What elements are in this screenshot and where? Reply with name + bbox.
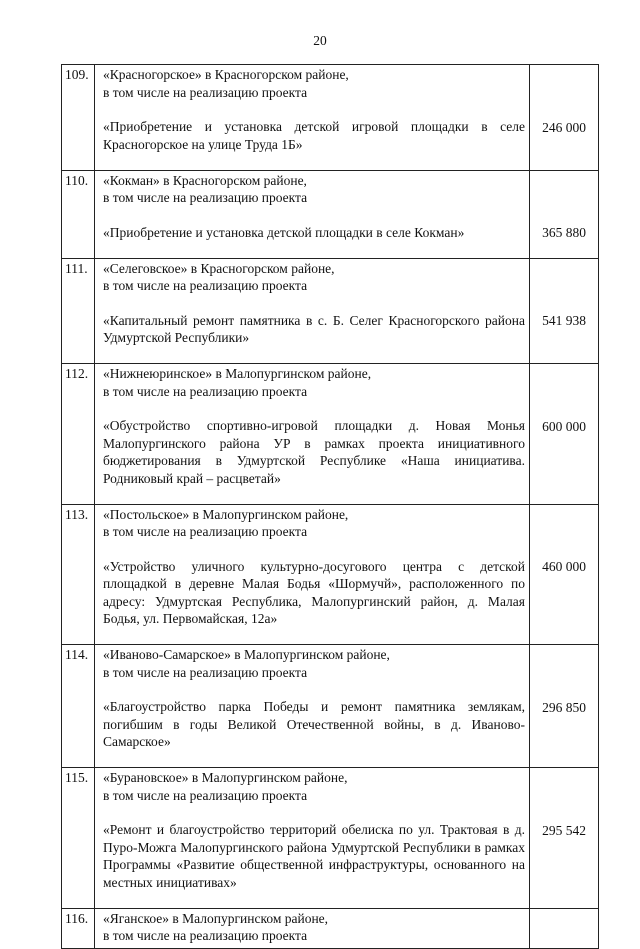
row-amount-cell (530, 908, 599, 948)
row-description (95, 768, 530, 909)
row-description (95, 364, 530, 505)
row-amount-cell (530, 645, 599, 768)
project-title: «Ремонт и благоустройство территорий обелиска по ул. Трактовая в д. Пуро-Можга Малопургинского района Удмуртской Республики в рамках Программы «Развитие общественной инфраструктуры, основанного на местных инициативах» (103, 822, 525, 890)
row-amount-cell (530, 768, 599, 909)
project-title: «Устройство уличного культурно-досугового центра с детской площадкой в деревне Малая Бодья «Шормучй», расположенного по адресу: Удмуртская Республика, Малопургинский район, д. Малая Бодья, ул. Первомайская, 12а» (103, 558, 525, 626)
row-number: 115. (62, 768, 95, 909)
project-intro: в том числе на реализацию проекта (103, 787, 308, 803)
project-title: «Благоустройство парка Победы и ремонт памятника землякам, погибшим в годы Великой Отечественной войны, в д. Иваново-Самарское» (103, 699, 525, 749)
row-amount-cell (530, 65, 599, 171)
row-amount: 600 000 (542, 418, 586, 434)
table-body (62, 65, 599, 949)
row-number: 114. (62, 645, 95, 768)
table-row (62, 364, 599, 505)
row-amount-cell (530, 504, 599, 645)
row-amount-cell (530, 364, 599, 505)
row-amount: 541 938 (542, 313, 586, 328)
municipality-name: «Красногорское» в Красногорском районе, (103, 67, 349, 82)
page-number: 20 (313, 33, 327, 48)
project-intro: в том числе на реализацию проекта (103, 383, 308, 399)
municipality-name: «Постольское» в Малопургинском районе, (103, 506, 349, 522)
project-intro: в том числе на реализацию проекта (103, 664, 308, 680)
municipality-name: «Нижнеюринское» в Малопургинском районе, (103, 366, 372, 381)
row-number: 112. (62, 364, 95, 505)
table-row (62, 908, 599, 948)
row-description (95, 504, 530, 645)
row-amount: 296 850 (542, 699, 586, 715)
row-number: 113. (62, 504, 95, 645)
row-amount: 246 000 (542, 119, 586, 135)
table-row (62, 768, 599, 909)
table-row (62, 258, 599, 364)
table-row (62, 65, 599, 171)
project-title: «Приобретение и установка детской площадки в селе Кокман» (103, 224, 465, 240)
project-intro: в том числе на реализацию проекта (103, 84, 308, 100)
row-number: 111. (62, 258, 95, 364)
project-intro: в том числе на реализацию проекта (103, 524, 308, 539)
project-title: «Капитальный ремонт памятника в с. Б. Селег Красногорского района Удмуртской Республики» (103, 312, 525, 345)
table-row (62, 504, 599, 645)
municipality-name: «Яганское» в Малопургинском районе, (103, 910, 329, 926)
project-intro: в том числе на реализацию проекта (103, 190, 308, 205)
project-title: «Обустройство спортивно-игровой площадки д. Новая Монья Малопургинского района УР в рамках проекта инициативного бюджетирования в Удмуртской Республике «Наша инициатива. Родниковый край – расцветай» (103, 418, 525, 486)
row-amount: 365 880 (542, 225, 586, 240)
row-description (95, 65, 530, 171)
municipality-name: «Селеговское» в Красногорском районе, (103, 260, 335, 276)
row-number: 109. (62, 65, 95, 171)
municipality-name: «Кокман» в Красногорском районе, (103, 172, 307, 188)
row-description (95, 908, 530, 948)
table-row (62, 645, 599, 768)
table-row (62, 170, 599, 258)
municipality-name: «Иваново-Самарское» в Малопургинском районе, (103, 647, 390, 662)
row-amount: 295 542 (542, 822, 586, 838)
row-number: 110. (62, 170, 95, 258)
subsidy-table (61, 64, 599, 949)
project-intro: в том числе на реализацию проекта (103, 928, 308, 943)
project-intro: в том числе на реализацию проекта (103, 278, 308, 293)
row-number: 116. (62, 908, 95, 948)
row-amount-cell (530, 258, 599, 364)
row-description (95, 258, 530, 364)
project-title: «Приобретение и установка детской игровой площадки в селе Красногорское на улице Труда 1Б» (103, 119, 525, 152)
row-amount: 460 000 (542, 559, 586, 574)
row-description (95, 170, 530, 258)
row-amount-cell (530, 170, 599, 258)
row-description (95, 645, 530, 768)
municipality-name: «Бурановское» в Малопургинском районе, (103, 770, 348, 785)
